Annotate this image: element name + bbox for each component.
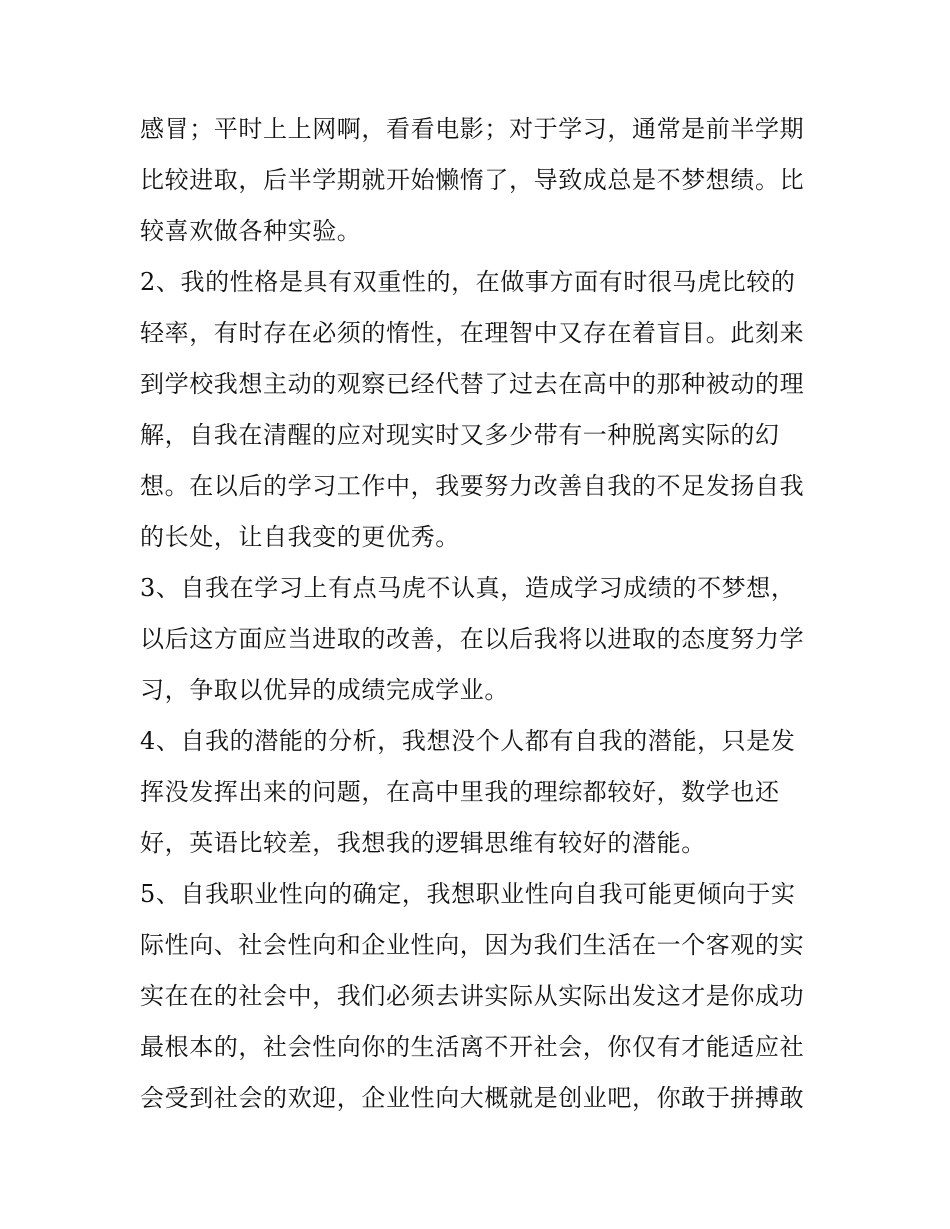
text-line: 感冒；平时上上网啊，看看电影；对于学习，通常是前半学期: [140, 115, 805, 143]
text-line: 3、自我在学习上有点马虎不认真，造成学习成绩的不梦想，: [140, 574, 796, 602]
text-line: 以后这方面应当进取的改善，在以后我将以进取的态度努力学: [140, 625, 805, 653]
text-line: 较喜欢做各种实验。: [140, 217, 362, 245]
body-text: [140, 104, 816, 1124]
text-line: 解，自我在清醒的应对现实时又多少带有一种脱离实际的幻: [140, 421, 780, 449]
text-line: 习，争取以优异的成绩完成学业。: [140, 676, 509, 704]
text-line: 挥没发挥出来的问题，在高中里我的理综都较好，数学也还: [140, 778, 780, 806]
text-line: 好，英语比较差，我想我的逻辑思维有较好的潜能。: [140, 829, 706, 857]
text-line: 4、自我的潜能的分析，我想没个人都有自我的潜能，只是发: [140, 727, 796, 755]
text-line: 会受到社会的欢迎，企业性向大概就是创业吧，你敢于拼搏敢: [140, 1084, 805, 1112]
text-line: 比较进取，后半学期就开始懒惰了，导致成总是不梦想绩。比: [140, 166, 805, 194]
text-line: 5、自我职业性向的确定，我想职业性向自我可能更倾向于实: [140, 880, 796, 908]
text-line: 想。在以后的学习工作中，我要努力改善自我的不足发扬自我: [140, 472, 805, 500]
text-line: 2、我的性格是具有双重性的，在做事方面有时很马虎比较的: [140, 268, 796, 296]
text-line: 到学校我想主动的观察已经代替了过去在高中的那种被动的理: [140, 370, 805, 398]
text-line: 实在在的社会中，我们必须去讲实际从实际出发这才是你成功: [140, 982, 805, 1010]
text-line: 最根本的，社会性向你的生活离不开社会，你仅有才能适应社: [140, 1033, 805, 1061]
text-line: 的长处，让自我变的更优秀。: [140, 523, 460, 551]
text-line: 际性向、社会性向和企业性向，因为我们生活在一个客观的实: [140, 931, 805, 959]
text-line: 轻率，有时存在必须的惰性，在理智中又存在着盲目。此刻来: [140, 319, 805, 347]
